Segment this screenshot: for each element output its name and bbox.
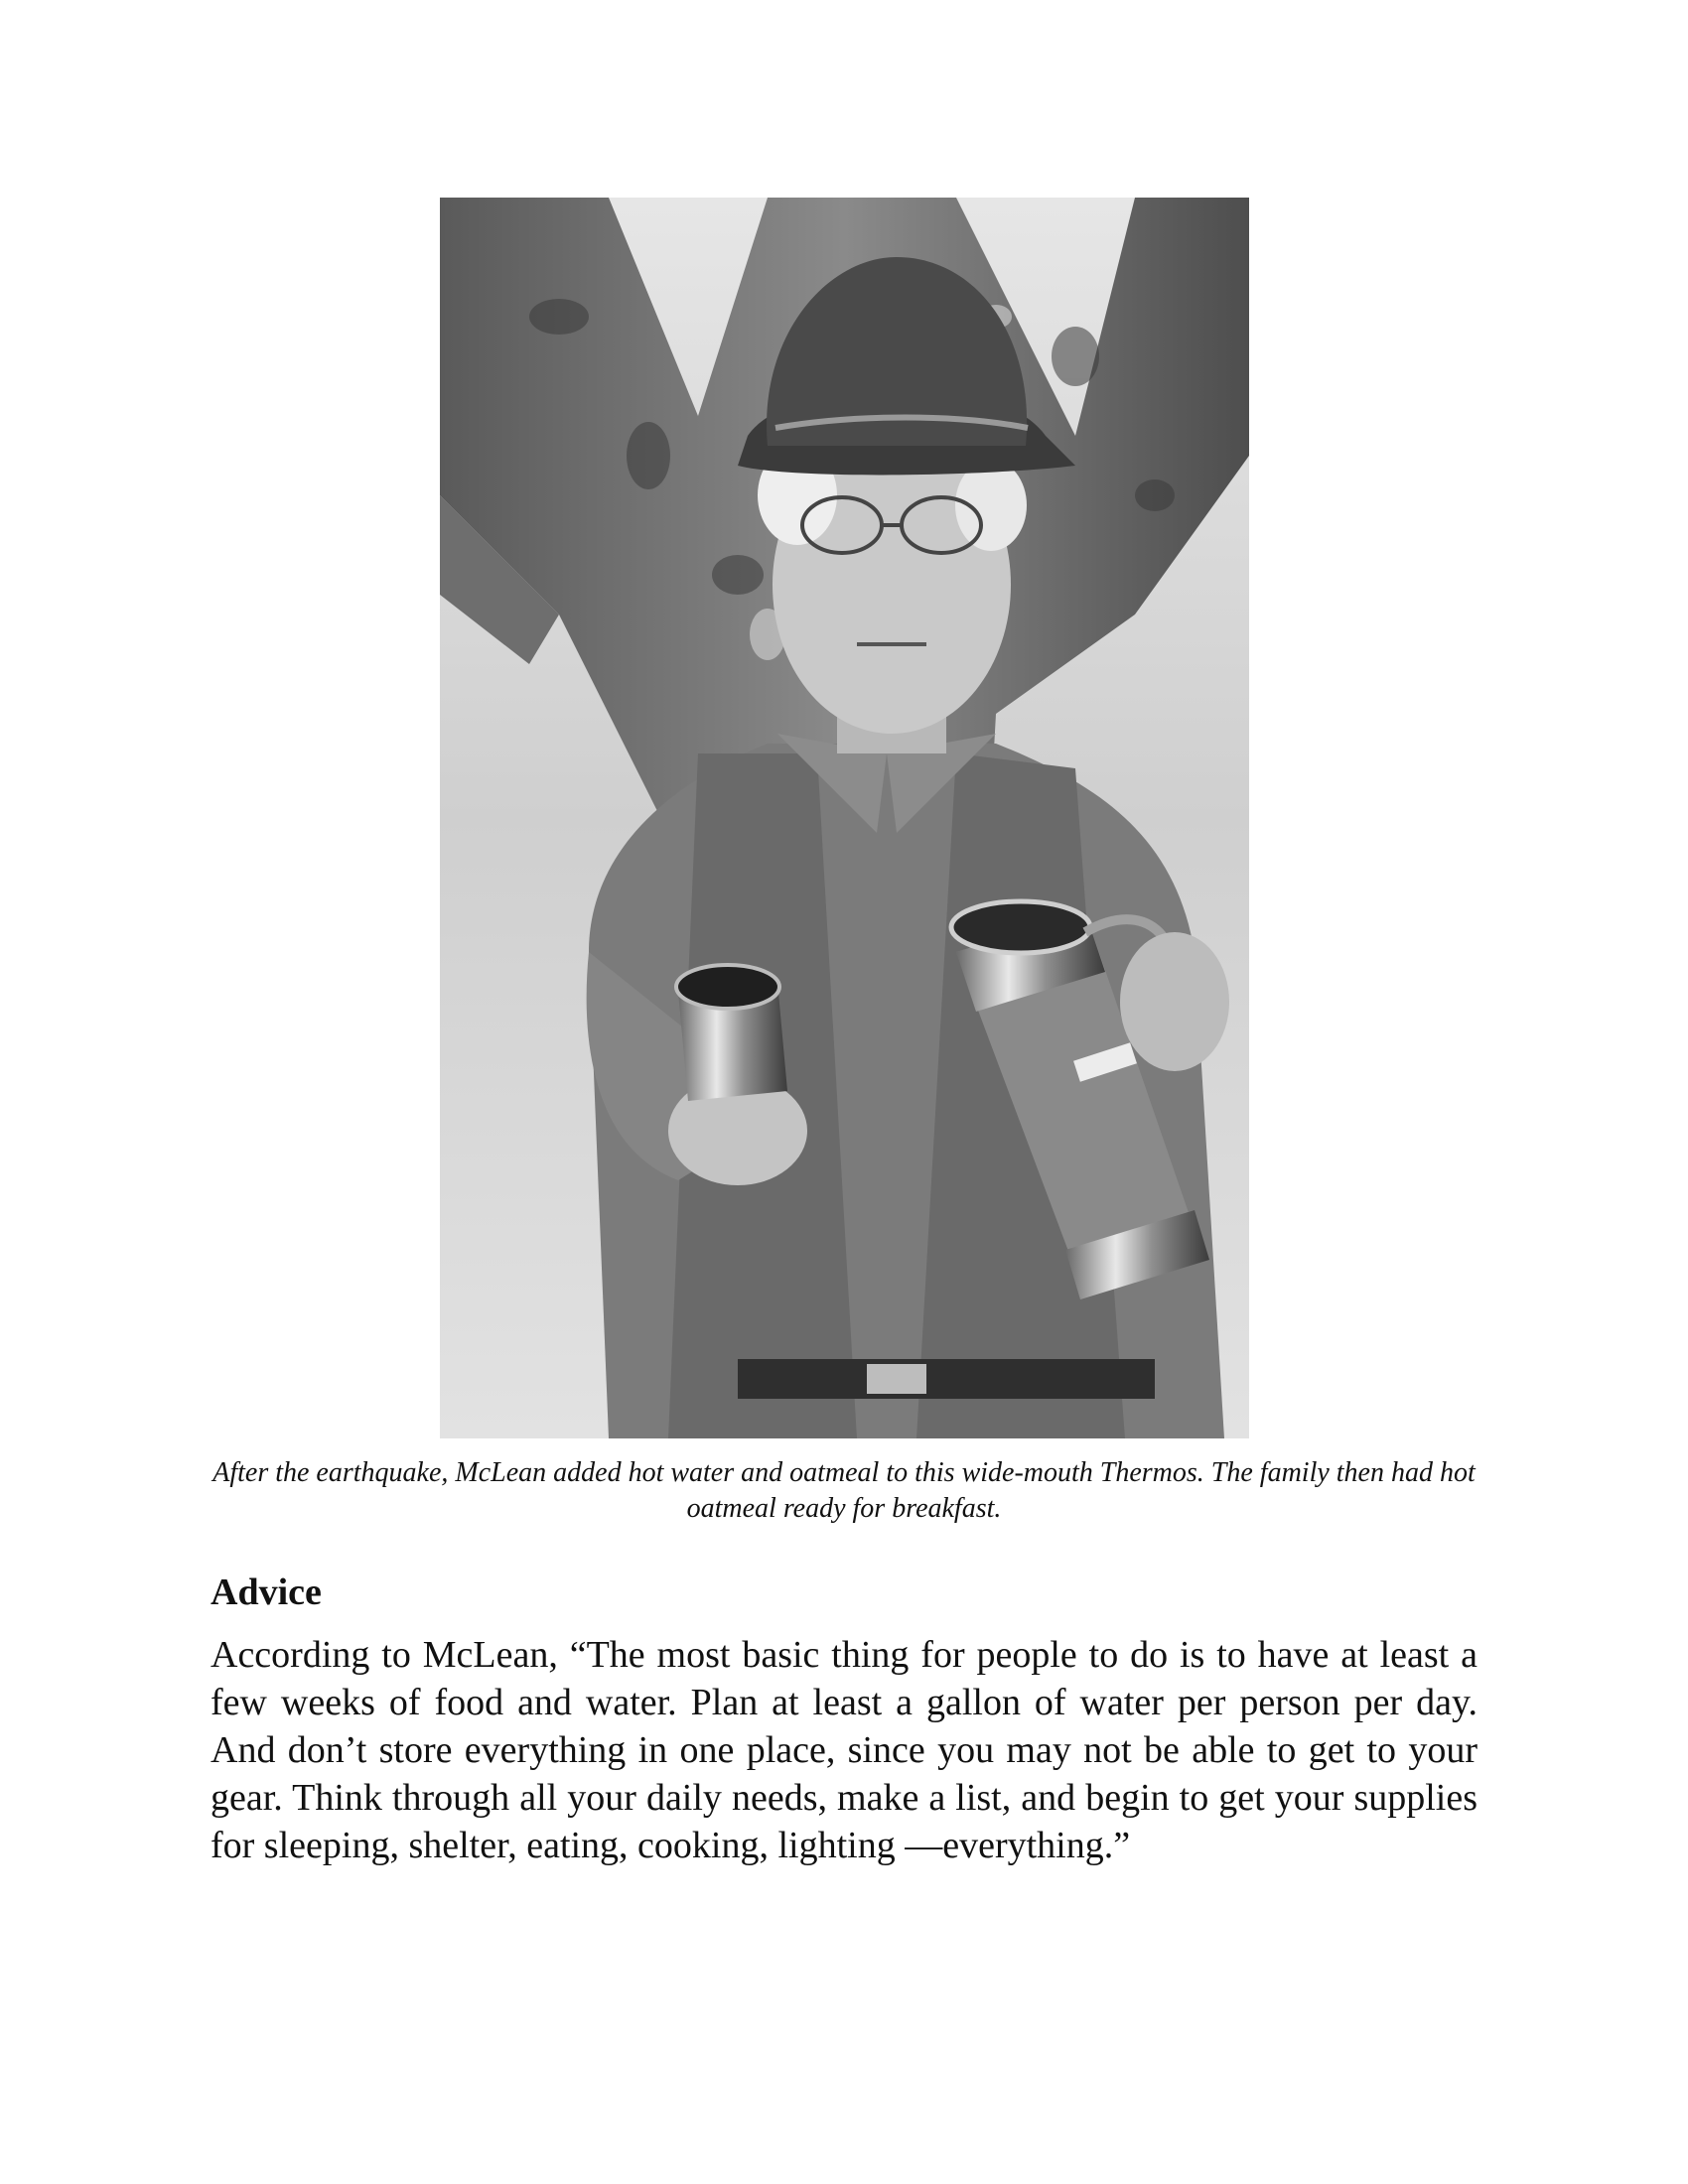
section-heading: Advice — [211, 1571, 322, 1613]
right-hand — [1120, 932, 1229, 1071]
body-paragraph: According to McLean, “The most basic thing for people to do is to have at least a few weeks of food and water. Plan at least a gallon of water per person per day. And don’t store everything in one place, since you may not be able to get to your gear. Think through all your daily needs, make a list, and begin to get your supplies for sleeping, shelter, eating, cooking, lighting —everything.” — [211, 1634, 1477, 1866]
photo-caption: After the earthquake, McLean added hot water and oatmeal to this wide-mouth Thermos. The family then had hot oatmeal ready for breakfast. — [212, 1457, 1476, 1524]
thermos-photo — [440, 198, 1249, 1438]
thermos-cup — [676, 965, 787, 1101]
belt — [738, 1359, 1155, 1399]
photo-illustration — [440, 198, 1249, 1438]
